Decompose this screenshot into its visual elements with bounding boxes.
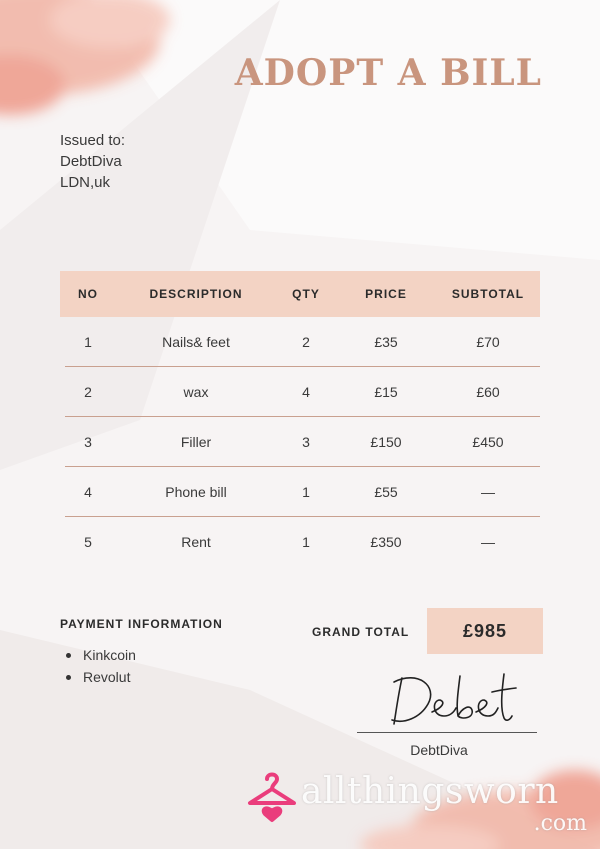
invoice-table	[60, 271, 540, 567]
cell-qty: 2	[302, 334, 310, 350]
issued-to-label: Issued to:	[60, 132, 126, 149]
cell-description: Phone bill	[165, 484, 227, 500]
issued-to-name: DebtDiva	[60, 153, 122, 170]
payment-method: Kinkcoin	[83, 647, 136, 663]
list-item	[66, 666, 136, 688]
hanger-heart-icon	[245, 767, 299, 823]
header-subtotal: SUBTOTAL	[451, 287, 525, 301]
invoice-title: ADOPT A BILL	[234, 52, 542, 94]
cell-price: £150	[370, 434, 402, 450]
payment-methods-list	[66, 644, 136, 688]
signature-image	[388, 668, 518, 730]
cell-description: wax	[183, 384, 209, 400]
cell-description: Rent	[181, 534, 211, 550]
table-header	[60, 271, 540, 317]
grand-total-label: GRAND TOTAL	[312, 625, 410, 639]
cell-price: £35	[374, 334, 398, 350]
cell-subtotal: £60	[476, 384, 500, 400]
payment-method: Revolut	[83, 669, 131, 685]
bullet-icon	[66, 675, 71, 680]
cell-no: 5	[84, 534, 92, 550]
header-price: PRICE	[365, 287, 407, 301]
cell-subtotal: £450	[472, 434, 504, 450]
table-row	[60, 467, 540, 517]
cell-price: £350	[370, 534, 402, 550]
table-row	[60, 417, 540, 467]
cell-subtotal: —	[481, 534, 495, 550]
cell-qty: 1	[302, 534, 310, 550]
header-qty: QTY	[292, 287, 320, 301]
cell-no: 3	[84, 434, 92, 450]
cell-no: 2	[84, 384, 92, 400]
watermark	[245, 765, 595, 840]
header-no: NO	[78, 287, 98, 301]
cell-no: 4	[84, 484, 92, 500]
cell-description: Filler	[180, 434, 212, 450]
cell-qty: 3	[302, 434, 310, 450]
cell-no: 1	[84, 334, 92, 350]
watermark-domain: .com	[533, 811, 587, 836]
cell-price: £55	[374, 484, 398, 500]
list-item	[66, 644, 136, 666]
header-description: DESCRIPTION	[149, 287, 243, 301]
cell-description: Nails& feet	[162, 334, 230, 350]
cell-qty: 1	[302, 484, 310, 500]
cell-qty: 4	[302, 384, 310, 400]
table-row	[60, 367, 540, 417]
table-row	[60, 317, 540, 367]
cell-subtotal: —	[481, 484, 495, 500]
payment-info-title: PAYMENT INFORMATION	[60, 617, 223, 631]
cell-price: £15	[374, 384, 398, 400]
signature-line	[357, 732, 537, 733]
grand-total-value: £985	[427, 608, 543, 654]
signer-name: DebtDiva	[410, 742, 468, 758]
table-row	[60, 517, 540, 567]
issued-to-block	[60, 130, 125, 193]
issued-to-location: LDN,uk	[60, 174, 111, 191]
bullet-icon	[66, 653, 71, 658]
watermark-text: allthingsworn	[301, 771, 559, 812]
cell-subtotal: £70	[476, 334, 500, 350]
